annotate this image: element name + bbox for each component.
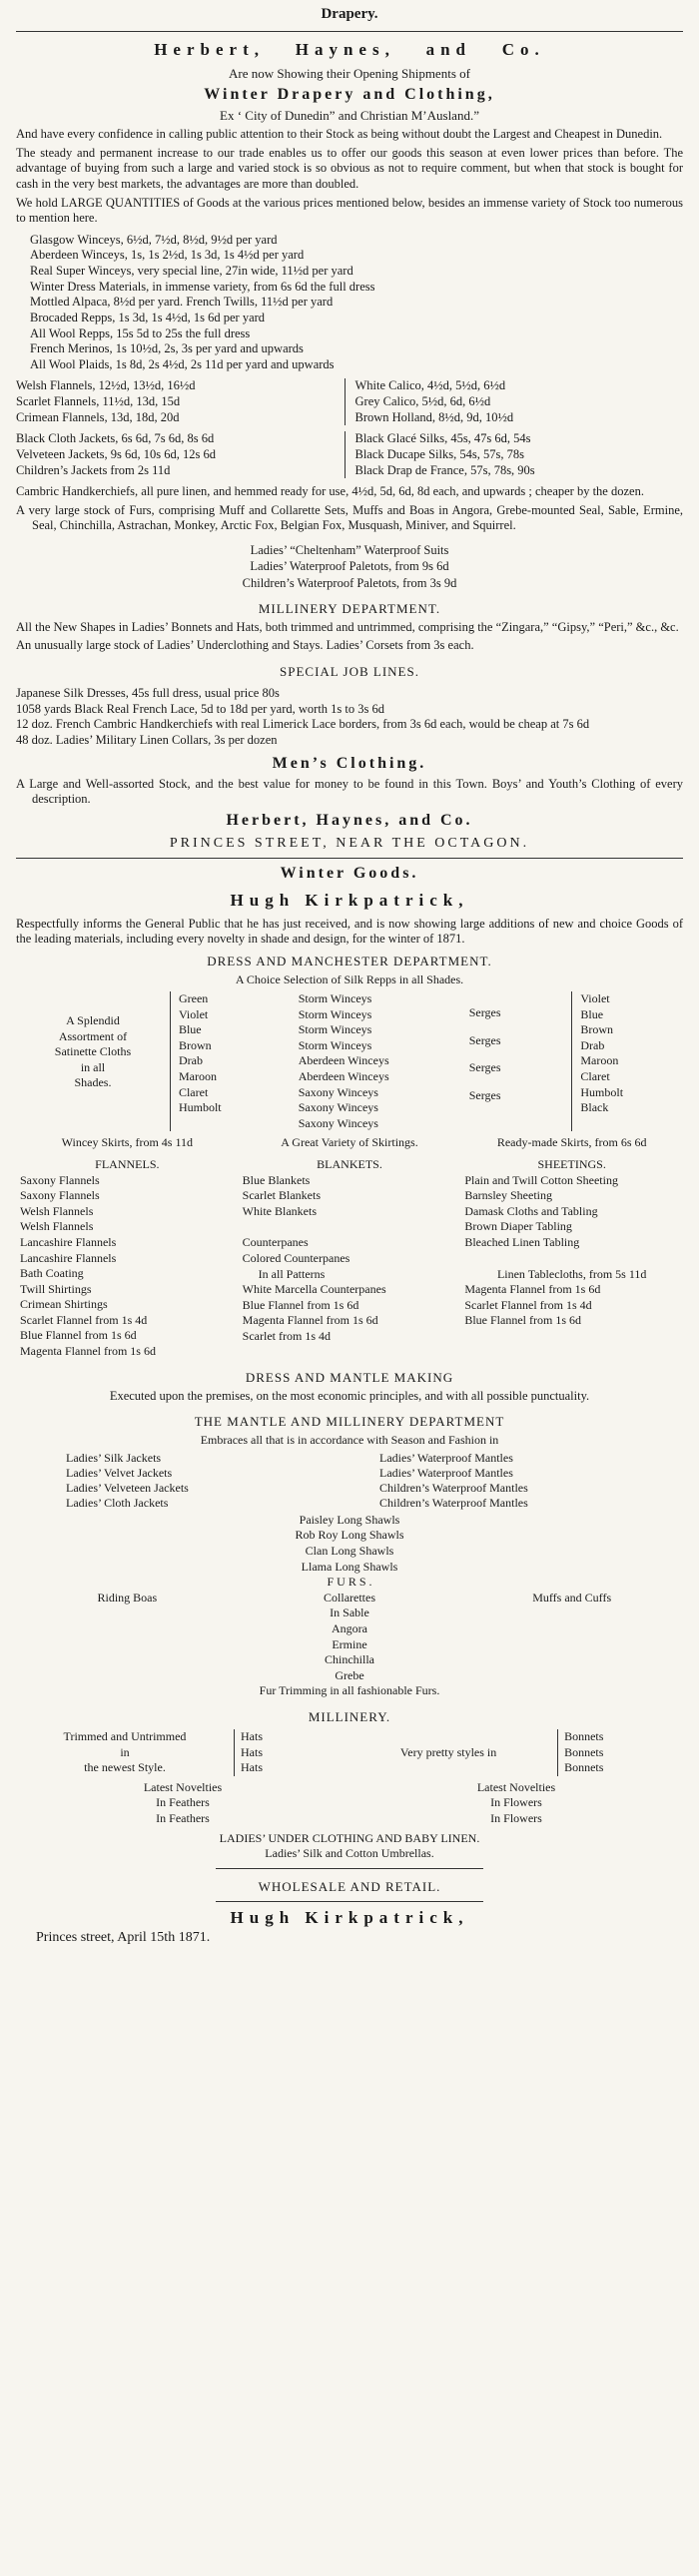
- list-item: Welsh Flannels: [20, 1219, 94, 1234]
- hh-jackets-silks: [16, 431, 683, 478]
- hh-cambric: Cambric Handkerchiefs, all pure linen, and hemmed ready for use, 4½d, 5d, 6d, 8d each, and upwards ; cheaper by the dozen.: [16, 484, 644, 499]
- list-item: Counterpanes: [242, 1235, 309, 1250]
- list-item: Children’s Jackets from 2s 11d: [16, 462, 171, 477]
- list-item: Violet: [580, 991, 610, 1005]
- hk-blankets-col: [239, 1157, 461, 1360]
- label-line: in all: [80, 1059, 106, 1074]
- hk-serges: [469, 991, 572, 1131]
- list-item: Blue Flannel from 1s 6d: [242, 1297, 359, 1312]
- hh-firm-word: and: [425, 40, 471, 59]
- list-item: Aberdeen Winceys, 1s, 1s 2½d, 1s 3d, 1s 4½d per yard: [30, 248, 305, 263]
- list-item: Ladies’ Silk Jackets: [66, 1450, 162, 1465]
- hh-furs: A very large stock of Furs, comprising Muff and Collarette Sets, Muffs and Boas in Angora, Grebe-mounted Seal, Sable, Ermine, Seal, Chinchilla, Astrachan, Monkey, Arctic Fox, Belgian Fox, Musquash, Miniver, and Squirrel.: [16, 502, 683, 533]
- list-item: In Feathers: [156, 1810, 210, 1825]
- list-item: Maroon: [178, 1068, 217, 1083]
- list-item: Hats: [241, 1729, 263, 1743]
- list-item: French Merinos, 1s 10½d, 2s, 3s per yard and upwards: [30, 341, 304, 356]
- list-item: Black Ducape Silks, 54s, 57s, 78s: [354, 446, 524, 461]
- hk-hats: [234, 1729, 340, 1776]
- hk-winter-goods: Winter Goods.: [280, 864, 419, 882]
- list-item: Bath Coating: [20, 1266, 84, 1281]
- list-item: Grey Calico, 5½d, 6d, 6½d: [354, 394, 491, 408]
- divider: [216, 1901, 482, 1902]
- list-item: Blue Blankets: [242, 1172, 311, 1187]
- list-item: Welsh Flannels: [20, 1203, 94, 1218]
- list-item: Drab: [580, 1037, 605, 1052]
- list-item: Collarettes: [324, 1590, 375, 1605]
- hk-shawls: [16, 1513, 683, 1591]
- hh-millinery-text: All the New Shapes in Ladies’ Bonnets and Hats, both trimmed and untrimmed, comprising the “Zingara,” “Gipsy,” “Peri,” &c., &c.: [16, 619, 679, 634]
- hh-mens-text: A Large and Well-assorted Stock, and the best value for money to be found in this Town. Boys’ and Youth’s Clothing of every description.: [16, 776, 683, 807]
- list-item: Blue Flannel from 1s 6d: [20, 1328, 137, 1343]
- list-item: Twill Shirtings: [20, 1281, 92, 1296]
- list-item: Ladies’ “Cheltenham” Waterproof Suits: [250, 543, 449, 557]
- list-item: Colored Counterpanes: [242, 1250, 350, 1265]
- hk-mantle-title: THE MANTLE AND MILLINERY DEPARTMENT: [194, 1414, 505, 1430]
- list-item: Lancashire Flannels: [20, 1234, 117, 1249]
- list-item: Brocaded Repps, 1s 3d, 1s 4½d, 1s 6d per yard: [30, 310, 266, 324]
- list-item: Mottled Alpaca, 8½d per yard. French Twills, 11½d per yard: [30, 295, 334, 310]
- hh-para: We hold LARGE QUANTITIES of Goods at the various prices mentioned below, besides an immense variety of Stock too numerous to mention here.: [16, 195, 683, 226]
- hk-signature: Hugh Kirkpatrick,: [230, 1907, 469, 1927]
- list-item: Glasgow Winceys, 6½d, 7½d, 8½d, 9½d per yard: [30, 232, 278, 247]
- hk-mantle-lists: [16, 1451, 683, 1511]
- list-item: Crimean Shirtings: [20, 1297, 108, 1312]
- hk-textiles: [16, 1157, 683, 1360]
- hk-wincey-skirts: Wincey Skirts, from 4s 11d: [61, 1135, 194, 1150]
- list-item: Aberdeen Winceys: [298, 1068, 389, 1083]
- hh-special-list: [16, 686, 683, 749]
- list-item: Children’s Waterproof Mantles: [379, 1480, 528, 1495]
- hh-silks-col: [345, 431, 684, 478]
- list-item: Brown: [178, 1037, 212, 1052]
- list-item: Llama Long Shawls: [301, 1559, 398, 1574]
- hh-winter-line: Winter Drapery and Clothing,: [204, 86, 495, 103]
- hk-millinery-title: MILLINERY.: [308, 1709, 391, 1724]
- hh-firm-word: Haynes,: [295, 40, 395, 59]
- list-item: Black Drap de France, 57s, 78s, 90s: [354, 462, 535, 477]
- spacer: [243, 1219, 457, 1235]
- label-line: Assortment of: [58, 1028, 128, 1043]
- list-item: Violet: [178, 1006, 209, 1021]
- list-item: Drab: [178, 1053, 203, 1068]
- list-item: Black: [580, 1100, 609, 1115]
- list-item: Saxony Winceys: [298, 1084, 378, 1099]
- list-item: Crimean Flannels, 13d, 18d, 20d: [16, 409, 180, 424]
- list-item: Ladies’ Velveteen Jackets: [66, 1480, 189, 1495]
- list-item: Chinchilla: [325, 1652, 374, 1667]
- list-item: Storm Winceys: [298, 1022, 372, 1037]
- hh-para: And have every confidence in calling public attention to their Stock as being without doubt the Largest and Cheapest in Dunedin.: [16, 127, 663, 141]
- hk-dm-title: DRESS AND MANTLE MAKING: [245, 1369, 454, 1385]
- list-item: Scarlet Flannels, 11½d, 13d, 15d: [16, 394, 181, 408]
- hh-calico-col: [345, 378, 684, 425]
- list-item: Real Super Winceys, very special line, 27in wide, 11½d per yard: [30, 264, 353, 278]
- list-item: Storm Winceys: [298, 1037, 372, 1052]
- hk-furs-row: [16, 1591, 683, 1684]
- list-item: Saxony Flannels: [20, 1188, 100, 1203]
- list-item: In Flowers: [490, 1795, 542, 1810]
- hk-firm-name: Hugh Kirkpatrick,: [230, 890, 469, 910]
- list-item: Scarlet Flannel from 1s 4d: [20, 1312, 148, 1327]
- hh-signature: Herbert, Haynes, and Co.: [226, 811, 473, 829]
- hk-intro: Respectfully informs the General Public that he has just received, and is now showing large additions of new and choice Goods of the leading materials, including every novelty in shade and design, for the winter of 1871.: [16, 916, 683, 947]
- hk-muffs: Muffs and Cuffs: [532, 1590, 612, 1605]
- label-line: Satinette Cloths: [54, 1044, 132, 1059]
- list-item: Damask Cloths and Tabling: [464, 1203, 598, 1218]
- list-item: Brown Holland, 8½d, 9d, 10½d: [354, 409, 514, 424]
- furs-title: F U R S .: [327, 1575, 372, 1590]
- hk-collarettes: [239, 1591, 461, 1684]
- hh-firm-name: [16, 40, 683, 60]
- list-item: Black Glacé Silks, 45s, 47s 6d, 54s: [354, 431, 531, 446]
- list-item: 12 doz. French Cambric Handkerchiefs with real Limerick Lace borders, from 3s 6d each, would be cheap at 7s 6d: [16, 717, 590, 732]
- list-item: Angora: [332, 1621, 367, 1636]
- list-item: Welsh Flannels, 12½d, 13½d, 16½d: [16, 378, 196, 393]
- list-item: Bonnets: [564, 1729, 604, 1743]
- list-item: the newest Style.: [84, 1760, 166, 1775]
- hk-bonnets: [557, 1729, 683, 1776]
- hh-showing: Are now Showing their Opening Shipments of: [229, 66, 470, 81]
- list-item: Green: [178, 991, 209, 1005]
- list-item: Magenta Flannel from 1s 6d: [20, 1344, 156, 1359]
- hk-readymade: Ready-made Skirts, from 6s 6d: [496, 1135, 647, 1150]
- hh-waterproof: [16, 542, 683, 591]
- list-item: In all Patterns: [258, 1266, 326, 1281]
- col-title: SHEETINGS.: [537, 1156, 606, 1171]
- hk-flannels-col: [16, 1157, 239, 1360]
- list-item: Linen Tablecloths, from 5s 11d: [496, 1266, 647, 1281]
- divider: [16, 858, 683, 859]
- hk-pretty: Very pretty styles in: [399, 1745, 497, 1759]
- hk-mantle-left: [16, 1451, 369, 1511]
- list-item: Aberdeen Winceys: [298, 1053, 389, 1068]
- list-item: Saxony Winceys: [298, 1115, 378, 1130]
- hk-umbrellas: Ladies’ Silk and Cotton Umbrellas.: [265, 1846, 434, 1861]
- hh-jackets-col: [16, 431, 345, 478]
- list-item: Serges: [468, 1087, 501, 1102]
- list-item: Scarlet Flannel from 1s 4d: [464, 1297, 592, 1312]
- label-line: A Splendid: [66, 1013, 120, 1027]
- hk-colours: [170, 991, 299, 1131]
- list-item: Winter Dress Materials, in immense variety, from 6s 6d the full dress: [30, 279, 375, 294]
- list-item: Velveteen Jackets, 9s 6d, 10s 6d, 12s 6d: [16, 446, 216, 461]
- hh-ex-ships: Ex ‘ City of Dunedin” and Christian M’Ausland.”: [220, 108, 479, 123]
- section-header: Drapery.: [321, 6, 378, 22]
- list-item: in: [120, 1744, 130, 1759]
- label-line: Shades.: [74, 1075, 112, 1090]
- list-item: In Flowers: [490, 1810, 542, 1825]
- list-item: Ladies’ Waterproof Mantles: [379, 1450, 513, 1465]
- hk-wholesale: WHOLESALE AND RETAIL.: [258, 1878, 441, 1894]
- list-item: Hats: [241, 1760, 263, 1775]
- hk-dress-grid: [16, 991, 683, 1131]
- list-item: All Wool Repps, 15s 5d to 25s the full dress: [30, 325, 251, 340]
- hk-date: Princes street, April 15th 1871.: [36, 1929, 211, 1945]
- spacer: [464, 1251, 679, 1267]
- list-item: Paisley Long Shawls: [299, 1512, 400, 1527]
- hk-novelties-left: [16, 1780, 350, 1827]
- list-item: Scarlet from 1s 4d: [242, 1328, 331, 1343]
- hh-millinery-text: An unusually large stock of Ladies’ Underclothing and Stays. Ladies’ Corsets from 3s each.: [16, 638, 474, 653]
- hk-assort-label: [16, 991, 170, 1131]
- list-item: Serges: [468, 1032, 501, 1047]
- list-item: Japanese Silk Dresses, 45s full dress, usual price 80s: [16, 686, 280, 700]
- list-item: Latest Novelties: [476, 1779, 556, 1794]
- list-item: Ermine: [332, 1636, 367, 1651]
- divider: [216, 1868, 482, 1869]
- col-title: FLANNELS.: [95, 1156, 160, 1171]
- list-item: Claret: [580, 1068, 610, 1083]
- list-item: Ladies’ Cloth Jackets: [66, 1495, 169, 1510]
- list-item: Bleached Linen Tabling: [464, 1234, 580, 1249]
- hh-special-title: SPECIAL JOB LINES.: [280, 664, 419, 679]
- list-item: Barnsley Sheeting: [464, 1188, 552, 1203]
- hh-flannels-calico: [16, 378, 683, 425]
- list-item: Bonnets: [564, 1760, 604, 1775]
- list-item: Magenta Flannel from 1s 6d: [464, 1282, 601, 1297]
- hk-under: LADIES’ UNDER CLOTHING AND BABY LINEN.: [219, 1830, 480, 1845]
- hh-address: PRINCES STREET, NEAR THE OCTAGON.: [169, 835, 530, 851]
- list-item: In Feathers: [156, 1795, 210, 1810]
- list-item: Ladies’ Waterproof Mantles: [379, 1465, 513, 1480]
- hh-firm-word: Herbert,: [154, 40, 265, 59]
- hh-firm-word: Co.: [501, 40, 545, 59]
- list-item: White Calico, 4½d, 5½d, 6½d: [354, 378, 506, 393]
- hk-novelties-right: [350, 1780, 683, 1827]
- hh-list-dress: [30, 233, 683, 373]
- list-item: White Marcella Counterpanes: [242, 1282, 386, 1297]
- list-item: Ladies’ Velvet Jackets: [66, 1465, 173, 1480]
- list-item: Latest Novelties: [143, 1779, 223, 1794]
- list-item: Bonnets: [564, 1744, 604, 1759]
- list-item: Grebe: [335, 1667, 364, 1682]
- hk-dress-title: DRESS AND MANCHESTER DEPARTMENT.: [207, 954, 492, 968]
- list-item: In Sable: [330, 1606, 369, 1620]
- hk-fur-trim: Fur Trimming in all fashionable Furs.: [259, 1683, 440, 1698]
- list-item: Ladies’ Waterproof Paletots, from 9s 6d: [250, 559, 449, 574]
- list-item: Plain and Twill Cotton Sheeting: [464, 1172, 618, 1187]
- list-item: Children’s Waterproof Paletots, from 3s 9d: [242, 575, 457, 590]
- col-title: BLANKETS.: [317, 1156, 382, 1171]
- hk-trimmed: [16, 1729, 234, 1776]
- hk-millinery-row: [16, 1729, 683, 1776]
- list-item: 1058 yards Black Real French Lace, 5d to 18d per yard, worth 1s to 3s 6d: [16, 701, 385, 716]
- list-item: All Wool Plaids, 1s 8d, 2s 4½d, 2s 11d per yard and upwards: [30, 356, 335, 371]
- list-item: Hats: [241, 1744, 263, 1759]
- hk-skirts-row: [16, 1135, 683, 1151]
- list-item: Clan Long Shawls: [305, 1544, 394, 1559]
- list-item: Humbolt: [178, 1100, 222, 1115]
- hh-millinery-title: MILLINERY DEPARTMENT.: [258, 600, 441, 616]
- list-item: Saxony Flannels: [20, 1172, 100, 1187]
- hk-novelties-row: [16, 1780, 683, 1827]
- list-item: White Blankets: [242, 1203, 317, 1218]
- list-item: Magenta Flannel from 1s 6d: [242, 1313, 378, 1328]
- hk-great-variety: A Great Variety of Skirtings.: [281, 1135, 418, 1150]
- list-item: Blue: [580, 1006, 604, 1021]
- list-item: Black Cloth Jackets, 6s 6d, 7s 6d, 8s 6d: [16, 431, 215, 446]
- hh-flannels-col: [16, 378, 345, 425]
- list-item: 48 doz. Ladies’ Military Linen Collars, 3s per dozen: [16, 732, 278, 747]
- list-item: Brown: [580, 1022, 614, 1037]
- list-item: Serges: [468, 1005, 501, 1019]
- list-item: Serges: [468, 1060, 501, 1075]
- list-item: Brown Diaper Tabling: [464, 1219, 572, 1234]
- list-item: Trimmed and Untrimmed: [63, 1729, 187, 1743]
- hh-mens-title: Men’s Clothing.: [272, 754, 427, 772]
- divider: [16, 31, 683, 32]
- hk-riding-boas: Riding Boas: [97, 1590, 158, 1605]
- list-item: Scarlet Blankets: [242, 1188, 321, 1203]
- hk-mantle-intro: Embraces all that is in accordance with Season and Fashion in: [200, 1433, 499, 1448]
- list-item: Children’s Waterproof Mantles: [379, 1495, 528, 1510]
- hk-serge-colours: [571, 991, 683, 1131]
- hk-sheetings-col: [460, 1157, 683, 1360]
- list-item: Maroon: [580, 1053, 619, 1068]
- hk-dm-text: Executed upon the premises, on the most economic principles, and with all possible punctuality.: [109, 1388, 590, 1403]
- list-item: Storm Winceys: [298, 991, 372, 1005]
- list-item: Storm Winceys: [298, 1006, 372, 1021]
- list-item: Blue Flannel from 1s 6d: [464, 1313, 581, 1328]
- hk-dress-sub: A Choice Selection of Silk Repps in all Shades.: [235, 972, 464, 986]
- hk-winceys: [299, 991, 469, 1131]
- list-item: Humbolt: [580, 1084, 624, 1099]
- hk-mantle-right: [369, 1451, 683, 1511]
- list-item: Blue: [178, 1022, 202, 1037]
- hh-para: The steady and permanent increase to our trade enables us to offer our goods this season at even lower prices than before. The advantage of buying from such a large and varied stock is so obvious as not to require comment, but when that stock is bought for cash in the very best markets, the advantages are more than doubled.: [16, 145, 683, 191]
- list-item: Saxony Winceys: [298, 1100, 378, 1115]
- list-item: Claret: [178, 1084, 209, 1099]
- list-item: Lancashire Flannels: [20, 1250, 117, 1265]
- list-item: Rob Roy Long Shawls: [295, 1528, 404, 1543]
